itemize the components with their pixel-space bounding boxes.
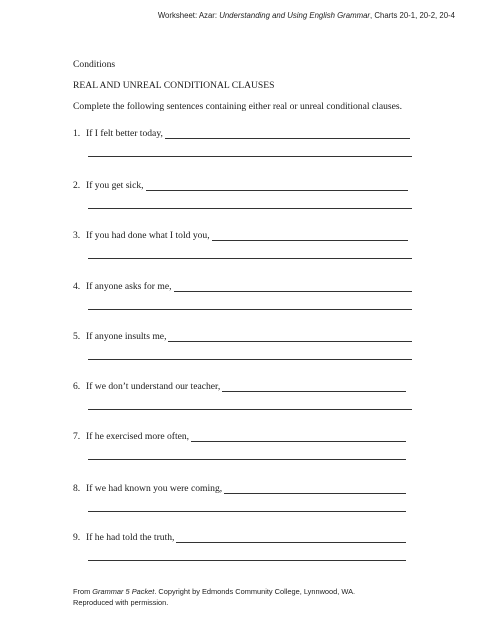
question-prompt: If I felt better today, <box>86 128 163 139</box>
question-number: 8. <box>73 483 81 494</box>
instructions: Complete the following sentences containing either real or unreal conditional clauses. <box>73 101 403 112</box>
question-prompt: If you had done what I told you, <box>86 230 210 241</box>
answer-blank-line-2[interactable] <box>88 258 412 259</box>
header-book-title: Understanding and Using English Grammar <box>219 11 371 20</box>
footer-permission: Reproduced with permission. <box>73 597 169 607</box>
section-title: REAL AND UNREAL CONDITIONAL CLAUSES <box>73 80 275 91</box>
question-number: 2. <box>73 180 81 191</box>
question-number: 7. <box>73 431 81 442</box>
question-9 <box>73 532 174 546</box>
question-number: 6. <box>73 381 81 392</box>
answer-blank-line-2[interactable] <box>88 511 406 512</box>
page-header <box>158 11 455 20</box>
page-footer <box>73 587 355 608</box>
question-prompt: If we had known you were coming, <box>86 483 223 494</box>
answer-blank-line-1[interactable] <box>222 391 406 392</box>
question-6 <box>73 381 220 395</box>
answer-blank-line-1[interactable] <box>168 341 412 342</box>
answer-blank-line-2[interactable] <box>88 309 412 310</box>
question-prompt: If anyone insults me, <box>86 331 167 342</box>
question-4 <box>73 281 172 295</box>
question-number: 3. <box>73 230 81 241</box>
question-number: 1. <box>73 128 81 139</box>
answer-blank-line-2[interactable] <box>88 560 406 561</box>
question-prompt: If he exercised more often, <box>86 431 190 442</box>
question-number: 9. <box>73 532 81 543</box>
answer-blank-line-1[interactable] <box>176 542 406 543</box>
question-2 <box>73 180 144 194</box>
question-number: 4. <box>73 281 81 292</box>
question-prompt: If he had told the truth, <box>86 532 175 543</box>
header-charts: , Charts 20-1, 20-2, 20-4 <box>370 11 455 20</box>
answer-blank-line-1[interactable] <box>174 291 412 292</box>
answer-blank-line-1[interactable] <box>146 190 408 191</box>
question-3 <box>73 230 210 244</box>
question-8 <box>73 483 222 497</box>
footer-source-title: Grammar 5 Packet <box>92 587 155 596</box>
topic-heading: Conditions <box>73 59 116 70</box>
question-number: 5. <box>73 331 81 342</box>
answer-blank-line-2[interactable] <box>88 208 412 209</box>
header-prefix: Worksheet: Azar: <box>157 11 220 20</box>
answer-blank-line-1[interactable] <box>191 441 406 442</box>
answer-blank-line-2[interactable] <box>88 359 412 360</box>
question-prompt: If anyone asks for me, <box>86 281 172 292</box>
question-prompt: If we don’t understand our teacher, <box>86 381 221 392</box>
question-prompt: If you get sick, <box>86 180 144 191</box>
answer-blank-line-2[interactable] <box>88 459 406 460</box>
question-5 <box>73 331 166 345</box>
answer-blank-line-2[interactable] <box>88 156 412 157</box>
answer-blank-line-1[interactable] <box>224 493 406 494</box>
answer-blank-line-1[interactable] <box>212 240 408 241</box>
answer-blank-line-1[interactable] <box>165 138 410 139</box>
answer-blank-line-2[interactable] <box>88 409 412 410</box>
footer-line-1: From Grammar 5 Packet. Copyright by Edmonds Community College, Lynnwood, WA. <box>73 587 356 596</box>
question-1 <box>73 128 163 142</box>
question-7 <box>73 431 189 445</box>
